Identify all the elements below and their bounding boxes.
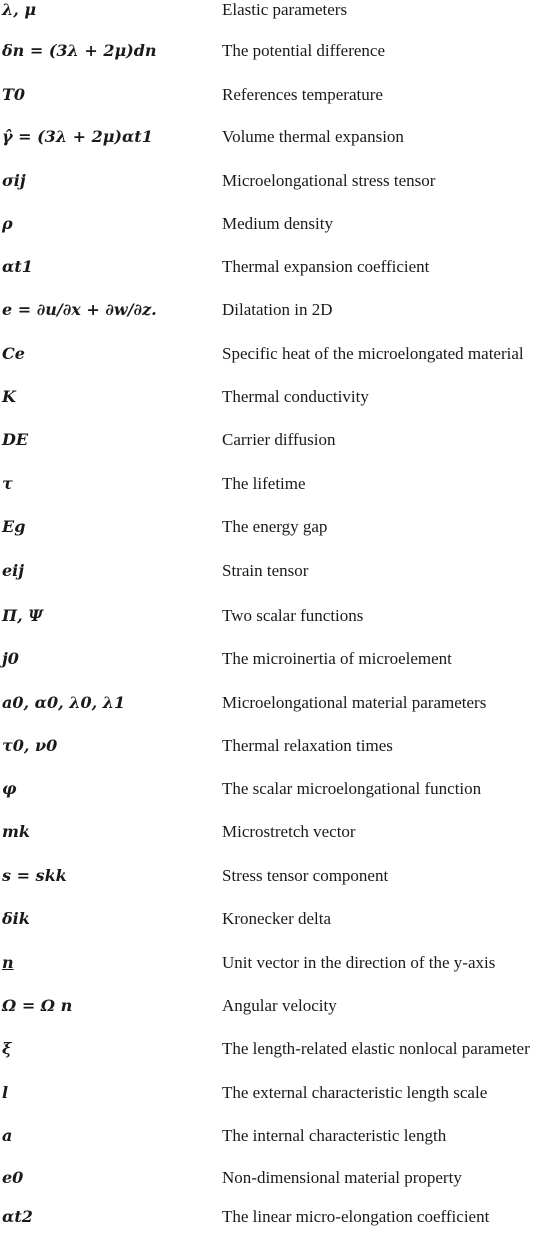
description: Non-dimensional material property [222, 1168, 462, 1187]
table-row [0, 171, 558, 214]
symbol: Ω = Ω n [2, 996, 73, 1015]
symbol: φ [2, 779, 17, 798]
symbol: γ̂ = (3λ + 2μ)αt1 [2, 127, 153, 146]
table-row [0, 344, 558, 387]
symbol: e0 [2, 1168, 24, 1187]
table-row [0, 257, 558, 300]
table-row [0, 214, 558, 257]
symbol: DE [2, 430, 29, 449]
description: The microinertia of microelement [222, 649, 452, 668]
description: Medium density [222, 214, 333, 233]
table-row [0, 909, 558, 952]
description: Elastic parameters [222, 0, 348, 19]
table-row [0, 866, 558, 909]
table-row [0, 300, 558, 343]
description: The internal characteristic length [222, 1126, 447, 1145]
table-row [0, 822, 558, 865]
table-row [0, 1039, 558, 1082]
description: The potential difference [222, 41, 385, 60]
symbol: λ, μ [2, 0, 37, 19]
symbol: K [2, 387, 16, 406]
table-row [0, 41, 558, 84]
description: Microelongational stress tensor [222, 171, 436, 190]
table-row [0, 85, 558, 128]
description: Kronecker delta [222, 909, 332, 928]
symbol: τ [2, 474, 13, 493]
table-row [0, 1207, 558, 1250]
table-row [0, 606, 558, 649]
description: The energy gap [222, 517, 328, 536]
symbol: τ0, ν0 [2, 736, 58, 755]
symbol: δik [2, 909, 30, 928]
symbol: a0, α0, λ0, λ1 [2, 693, 126, 712]
description: The length-related elastic nonlocal parameter [222, 1039, 530, 1058]
description: The lifetime [222, 474, 306, 493]
table-row [0, 430, 558, 473]
symbol: ρ [2, 214, 13, 233]
symbol: Π, Ψ [2, 606, 43, 625]
table-row [0, 387, 558, 430]
description: Angular velocity [222, 996, 337, 1015]
description: Unit vector in the direction of the y-axis [222, 953, 496, 972]
symbol: s = skk [2, 866, 67, 885]
description: Microstretch vector [222, 822, 356, 841]
symbol: δn = (3λ + 2μ)dn [2, 41, 157, 60]
table-row [0, 127, 558, 170]
symbol: eij [2, 561, 25, 580]
symbol: T0 [2, 85, 26, 104]
description: Thermal conductivity [222, 387, 369, 406]
symbol: σij [2, 171, 26, 190]
description: The scalar microelongational function [222, 779, 482, 798]
table-row [0, 693, 558, 736]
table-row [0, 561, 558, 604]
description: The linear micro-elongation coefficient [222, 1207, 490, 1226]
table-row [0, 736, 558, 779]
symbol: l [2, 1083, 9, 1102]
table-row [0, 953, 558, 996]
description: Volume thermal expansion [222, 127, 404, 146]
description: The external characteristic length scale [222, 1083, 488, 1102]
symbol: mk [2, 822, 31, 841]
description: Thermal expansion coefficient [222, 257, 430, 276]
description: Strain tensor [222, 561, 309, 580]
description: Stress tensor component [222, 866, 389, 885]
table-row [0, 517, 558, 560]
description: Carrier diffusion [222, 430, 336, 449]
symbol: a [2, 1126, 13, 1145]
symbol: Eg [2, 517, 26, 536]
table-row [0, 649, 558, 692]
table-row [0, 996, 558, 1039]
description: Specific heat of the microelongated material [222, 344, 524, 363]
description: Microelongational material parameters [222, 693, 487, 712]
description: Thermal relaxation times [222, 736, 393, 755]
description: Two scalar functions [222, 606, 364, 625]
table-row [0, 779, 558, 822]
table-row [0, 1168, 558, 1211]
description: References temperature [222, 85, 383, 104]
symbol: n [2, 953, 14, 972]
table-row [0, 1083, 558, 1126]
table-row [0, 474, 558, 517]
symbol: ξ [2, 1039, 12, 1058]
description: Dilatation in 2D [222, 300, 333, 319]
symbol: e = ∂u/∂x + ∂w/∂z. [2, 300, 157, 319]
table-row [0, 1126, 558, 1169]
table-row [0, 0, 558, 43]
symbol: αt2 [2, 1207, 33, 1226]
symbol: αt1 [2, 257, 33, 276]
symbol: j0 [2, 649, 19, 668]
symbol: Ce [2, 344, 25, 363]
